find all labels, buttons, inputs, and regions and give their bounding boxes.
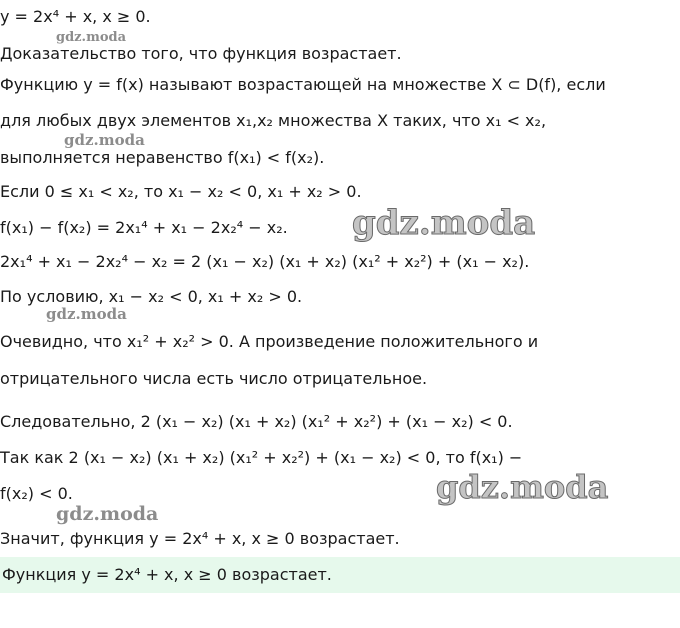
answer-box — [0, 557, 680, 593]
text-line: для любых двух элементов x₁,x₂ множества X таких, что x₁ < x₂, — [0, 111, 547, 130]
text-line: f(x₁) − f(x₂) = 2x₁⁴ + x₁ − 2x₂⁴ − x₂. — [0, 218, 288, 237]
text-line: Следовательно, 2 (x₁ − x₂) (x₁ + x₂) (x₁² + x₂²) + (x₁ − x₂) < 0. — [0, 412, 513, 431]
text-line: Функцию y = f(x) называют возрастающей на множестве X ⊂ D(f), если — [0, 75, 606, 94]
text-line: Значит, функция y = 2x⁴ + x, x ≥ 0 возрастает. — [0, 529, 400, 548]
text-line: По условию, x₁ − x₂ < 0, x₁ + x₂ > 0. — [0, 287, 303, 306]
watermark: gdz.moda — [436, 468, 609, 506]
text-line: Очевидно, что x₁² + x₂² > 0. А произведение положительного и — [0, 332, 539, 351]
text-line: Доказательство того, что функция возрастает. — [0, 44, 402, 63]
watermark: gdz.moda — [56, 503, 159, 525]
text-line: отрицательного числа есть число отрицательное. — [0, 369, 428, 388]
watermark: gdz.moda — [46, 305, 127, 323]
watermark: gdz.moda — [64, 131, 145, 149]
text-line: f(x₂) < 0. — [0, 484, 73, 503]
watermark: gdz.moda — [56, 30, 127, 45]
text-line: Если 0 ≤ x₁ < x₂, то x₁ − x₂ < 0, x₁ + x₂ > 0. — [0, 182, 362, 201]
answer-text: Функция y = 2x⁴ + x, x ≥ 0 возрастает. — [2, 565, 332, 584]
text-line: 2x₁⁴ + x₁ − 2x₂⁴ − x₂ = 2 (x₁ − x₂) (x₁ + x₂) (x₁² + x₂²) + (x₁ − x₂). — [0, 252, 530, 271]
text-line: Так как 2 (x₁ − x₂) (x₁ + x₂) (x₁² + x₂²) + (x₁ − x₂) < 0, то f(x₁) − — [0, 448, 523, 467]
text-line: y = 2x⁴ + x, x ≥ 0. — [0, 7, 151, 26]
watermark: gdz.moda — [352, 203, 536, 243]
text-line: выполняется неравенство f(x₁) < f(x₂). — [0, 148, 325, 167]
